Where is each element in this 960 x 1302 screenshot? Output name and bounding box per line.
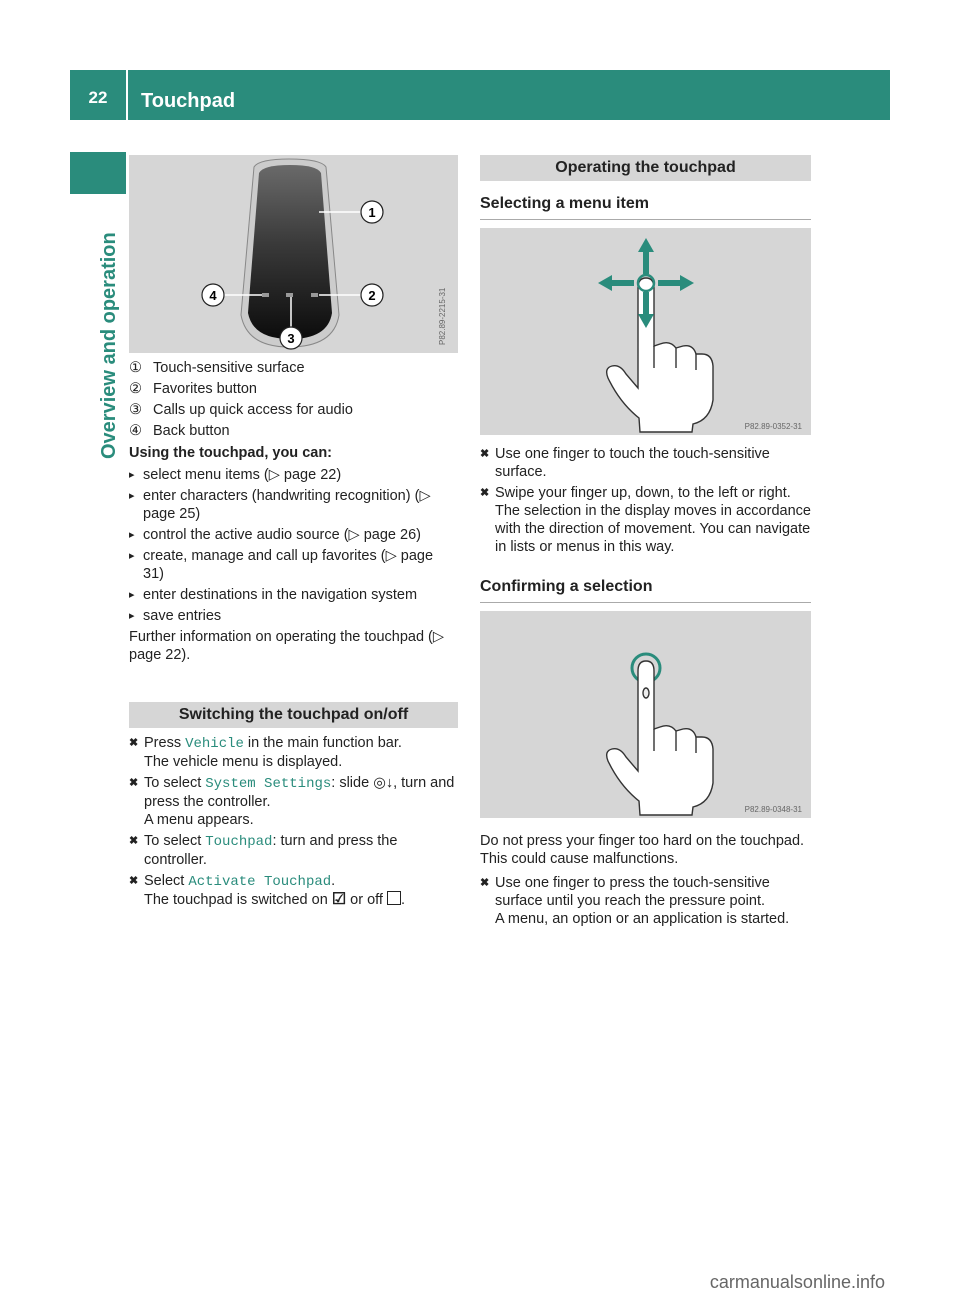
figure-swipe xyxy=(480,228,811,435)
page-ref-link[interactable]: page 31 xyxy=(143,548,434,582)
page-ref-link[interactable]: page 22 xyxy=(283,467,337,483)
step-item: ✖ Use one finger to press the touch-sensitive surface until you reach the pressure point. A menu, an option or an application is started. xyxy=(480,874,811,928)
usage-heading: Using the touchpad, you can: xyxy=(129,445,333,461)
legend-list xyxy=(129,359,458,440)
legend-item: ② Favorites button xyxy=(129,381,257,397)
selecting-steps xyxy=(480,445,811,556)
menu-key-activate-touchpad: Activate Touchpad xyxy=(188,874,332,890)
sidebar-block xyxy=(70,152,126,194)
list-item: ▸ select menu items (▷ page 22) xyxy=(129,466,458,484)
list-item: ▸ enter characters (handwriting recognition) (▷ page 25) xyxy=(129,487,458,523)
step-item: ✖ Use one finger to touch the touch-sensitive surface. xyxy=(480,445,811,481)
sidebar-label: Overview and operation xyxy=(98,232,120,459)
legend-item: ④ Back button xyxy=(129,423,230,439)
figure-touchpad xyxy=(129,155,458,353)
further-info: Further information on operating the touchpad (▷ page 22). xyxy=(129,629,445,663)
press-gesture-illustration xyxy=(480,611,811,818)
step-item: ✖ To select Touchpad: turn and press the controller. xyxy=(129,832,458,869)
page-ref-arrow: ▷ xyxy=(419,488,431,504)
page-ref-link[interactable]: page 25 xyxy=(143,506,196,522)
confirm-note: Do not press your finger too hard on the touchpad. This could cause malfunctions. xyxy=(480,833,805,867)
figure-code: P82.89-2215-31 xyxy=(438,287,447,345)
menu-key-vehicle: Vehicle xyxy=(185,736,244,752)
menu-key-touchpad: Touchpad xyxy=(205,834,273,850)
usage-list xyxy=(129,466,458,625)
section-title-switching: Switching the touchpad on/off xyxy=(129,702,458,728)
legend-item: ③ Calls up quick access for audio xyxy=(129,402,353,418)
checkbox-unchecked-icon xyxy=(387,891,401,905)
step-item: ✖ To select System Settings: slide ◎↓, turn and press the controller. A menu appears. xyxy=(129,774,458,829)
sidebar-label-wrap xyxy=(70,200,126,470)
callout-2: 2 xyxy=(368,288,376,303)
list-item: ▸ enter destinations in the navigation system xyxy=(129,586,458,604)
menu-key-system-settings: System Settings xyxy=(205,776,332,792)
page-ref-arrow: ▷ xyxy=(268,467,280,483)
subsection-title-confirming: Confirming a selection xyxy=(480,578,811,603)
list-item: ▸ save entries xyxy=(129,607,458,625)
list-item: ▸ create, manage and call up favorites (▷ page 31) xyxy=(129,547,458,583)
right-column xyxy=(480,155,811,928)
page-number: 22 xyxy=(88,88,108,107)
left-column xyxy=(129,155,458,909)
figure-code: P82.89-0348-31 xyxy=(744,805,802,814)
list-item: ▸ control the active audio source (▷ page 26) xyxy=(129,526,458,544)
step-item: ✖ Press Vehicle in the main function bar. The vehicle menu is displayed. xyxy=(129,734,458,771)
figure-press xyxy=(480,611,811,818)
checkbox-checked-icon: ☑ xyxy=(331,891,347,908)
callout-3: 3 xyxy=(287,331,295,346)
figure-code: P82.89-0352-31 xyxy=(744,422,802,431)
callout-1: 1 xyxy=(368,205,376,220)
touchpad-illustration xyxy=(129,155,458,353)
page-title: Touchpad xyxy=(141,90,236,112)
watermark: carmanualsonline.info xyxy=(709,1272,885,1292)
section-title-operating: Operating the touchpad xyxy=(480,155,811,181)
page-ref-link[interactable]: page 22 xyxy=(129,647,182,663)
page-ref-link[interactable]: page 26 xyxy=(363,527,417,543)
subsection-title-selecting: Selecting a menu item xyxy=(480,195,811,220)
step-item: ✖ Swipe your finger up, down, to the left or right. The selection in the display moves in accordance with the direction of movement. You can navigate in lists or menus in this way. xyxy=(480,484,811,556)
legend-item: ① Touch-sensitive surface xyxy=(129,360,305,376)
page-ref-arrow: ▷ xyxy=(348,527,360,543)
swipe-gesture-illustration xyxy=(480,228,811,435)
callout-4: 4 xyxy=(209,288,217,303)
step-item: ✖ Select Activate Touchpad. The touchpad is switched on ☑ or off . xyxy=(129,872,458,909)
switching-steps xyxy=(129,734,458,909)
page-ref-arrow: ▷ xyxy=(385,548,397,564)
header-separator xyxy=(126,70,128,120)
